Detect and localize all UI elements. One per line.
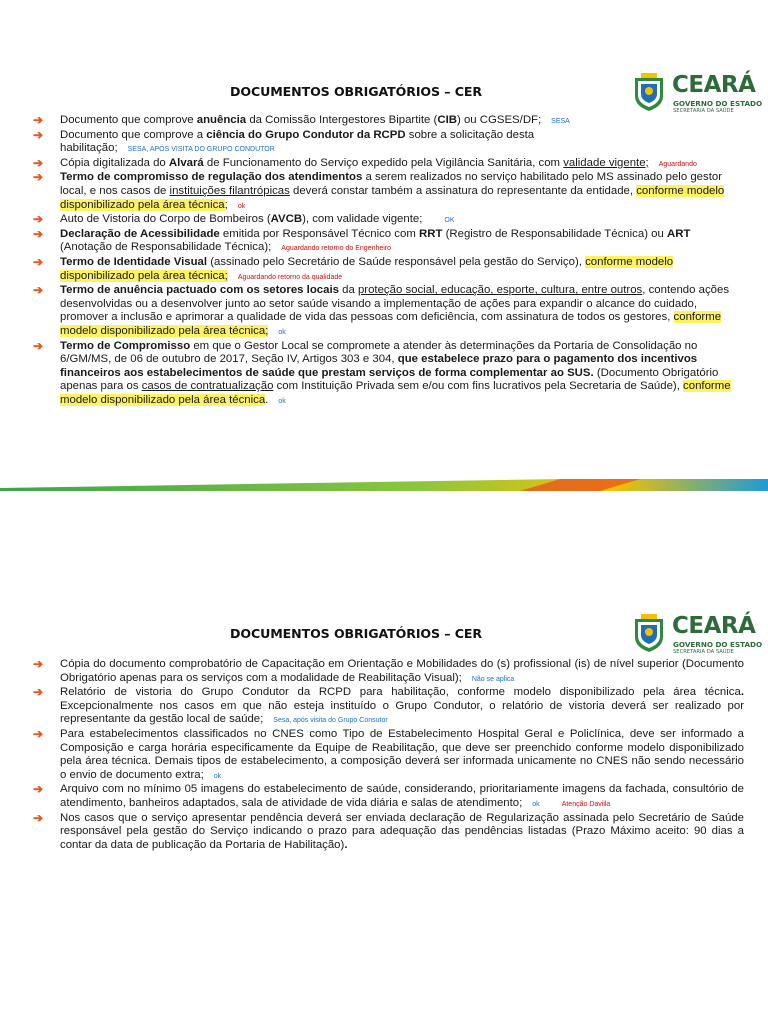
list-item: ➔ Cópia digitalizada do Alvará de Funcionamento do Serviço expedido pela Vigilância Sanitária, com validade vigente; Aguardando <box>33 155 697 170</box>
list-item: ➔ Nos casos que o serviço apresentar pendência deverá ser enviada declaração de Regularização assinada pelo Secretário de Saúde responsável pela gestão do Serviço indicando o prazo para adequação das pendências listadas (Prazo Máximo aceito: 90 dias a contar da data de publicação da Portaria de Habilitação). <box>33 810 744 851</box>
comment-note: ok <box>278 328 286 336</box>
brand-name: CEARÁ <box>672 72 756 98</box>
list-item: ➔ Relatório de vistoria do Grupo Condutor da RCPD para habilitação, conforme modelo disponibilizado pela área técnica. Excepcionalmente nos casos em que não esteja instituído o Grupo Condutor, o relatório de vistoria deverá ser realizado por representante da gestão local de saúde; Sesa, após visita do Grupo Consutor <box>33 685 744 726</box>
comment-note: SESA, APÓS VISITA DO GRUPO CONDUTOR <box>127 146 275 154</box>
brand-subtitle: GOVERNO DO ESTADO <box>673 99 763 108</box>
list-item: ➔ Termo de Compromisso em que o Gestor Local se compromete a atender às determinações da Portaria de Consolidação no 6/GM/MS, de 06 de outubro de 2017, Seção IV, Artigos 303 e 304, que estabelece prazo para o pagamento dos incentivos financeiros aos estabelecimentos de saúde que prestam serviços de forma complementar ao SUS. (Documento Obrigatório apenas para os casos de contratualização com Instituição Privada sem e/ou com fins lucrativos pela Secretaria de Saúde), conforme modelo disponibilizado pela área técnica. ok <box>33 338 731 406</box>
arrow-bullet-icon: ➔ <box>33 685 44 700</box>
slide-title: DOCUMENTOS OBRIGATÓRIOS – CER <box>229 84 482 99</box>
arrow-bullet-icon: ➔ <box>33 782 44 797</box>
arrow-bullet-icon: ➔ <box>33 338 44 353</box>
list-item: ➔ Para estabelecimentos classificados no CNES como Tipo de Estabelecimento Hospital Geral e Policlínica, deve ser informado a Composição e carga horária especificamente da Equipe de Reabilitação, que deve ser preenchido conforme modelo disponibilizado pela área técnica. Demais tipos de estabelecimento, a composição deverá ser informada unicamente no CNES não sendo necessário o envio de documento extra; ok <box>33 726 744 781</box>
requirements-list <box>0 114 768 408</box>
comment-note: ok <box>532 800 540 808</box>
list-item: ➔ Declaração de Acessibilidade emitida por Responsável Técnico com RRT (Registro de Responsabilidade Técnica) ou ART (Anotação de Responsabilidade Técnica); Aguardando retorno do Engenheiro <box>33 226 691 254</box>
list-item: ➔ Documento que comprove a ciência do Grupo Condutor da RCPD sobre a solicitação desta habilitação; SESA, APÓS VISITA DO GRUPO CONDUTOR <box>33 127 535 155</box>
list-item: ➔ Termo de Identidade Visual (assinado pelo Secretário de Saúde responsável pela gestão do Serviço), conforme modelo disponibilizado pela área técnica; Aguardando retorno da qualidade <box>33 254 674 282</box>
ceara-logo <box>632 72 763 116</box>
requirements-list <box>0 658 768 852</box>
list-item: ➔ Termo de compromisso de regulação dos atendimentos a serem realizados no serviço habilitado pelo MS assinado pelo gestor local, e nos casos de instituições filantrópicas deverá constar também a assinatura do representante da entidade, conforme modelo disponibilizado pela área técnica; ok <box>33 170 725 211</box>
arrow-bullet-icon: ➔ <box>33 810 44 825</box>
slide-2 <box>0 597 768 897</box>
slide-title: DOCUMENTOS OBRIGATÓRIOS – CER <box>229 626 482 641</box>
arrow-bullet-icon: ➔ <box>33 170 44 185</box>
slide-1 <box>0 55 768 491</box>
brand-department: SECRETARIA DA SAÚDE <box>673 108 734 114</box>
arrow-bullet-icon: ➔ <box>33 283 44 298</box>
list-item: ➔ Auto de Vistoria do Corpo de Bombeiros (AVCB), com validade vigente; OK <box>33 212 455 227</box>
list-item: ➔ Documento que comprove anuência da Comissão Intergestores Bipartite (CIB) ou CGSES/DF; SESA <box>33 113 570 127</box>
arrow-bullet-icon: ➔ <box>33 113 44 127</box>
arrow-bullet-icon: ➔ <box>33 254 44 269</box>
arrow-bullet-icon: ➔ <box>33 127 44 142</box>
comment-note: SESA <box>551 118 570 125</box>
comment-note: ok <box>237 202 246 210</box>
list-item: ➔ Arquivo com no mínimo 05 imagens do estabelecimento de saúde, considerando, prioritariamente imagens da fachada, consultório de atendimento, banheiros adaptados, sala de atividade de vida diária e salas de atendimento; ok Atenção Daviila <box>33 782 744 809</box>
comment-note: Aguardando retorno da qualidade <box>237 273 343 281</box>
arrow-bullet-icon: ➔ <box>33 155 44 170</box>
footer-stripe <box>0 479 768 491</box>
comment-note: OK <box>444 217 455 225</box>
arrow-bullet-icon: ➔ <box>33 657 44 671</box>
brand-name: CEARÁ <box>672 613 756 639</box>
comment-note: Aguardando retorno do Engenheiro <box>281 245 392 253</box>
list-item: ➔ Termo de anuência pactuado com os setores locais da proteção social, educação, esporte, cultura, entre outros, contendo ações desenvolvidas ou a desenvolver junto ao setor saúde visando a implementação de ações para expandir o alcance do cuidado, promover a inclusão e aprimorar a qualidade de vida das pessoas com deficiência, com assinatura de todos os gestores, conforme modelo disponibilizado pela área técnica; ok <box>33 283 730 337</box>
arrow-bullet-icon: ➔ <box>33 726 44 741</box>
comment-note: ok <box>213 772 222 780</box>
ceara-logo <box>632 613 763 657</box>
comment-note: Atenção Daviila <box>561 800 611 808</box>
coat-of-arms-icon <box>632 72 666 112</box>
comment-note: Sesa, após visita do Grupo Consutor <box>273 717 388 725</box>
comment-note: ok <box>278 397 286 405</box>
comment-note: Não se aplica <box>471 675 515 683</box>
brand-subtitle: GOVERNO DO ESTADO <box>673 640 763 649</box>
arrow-bullet-icon: ➔ <box>33 226 44 241</box>
comment-note: Aguardando <box>658 160 697 168</box>
coat-of-arms-icon <box>632 613 666 653</box>
brand-department: SECRETARIA DA SAÚDE <box>673 649 734 655</box>
arrow-bullet-icon: ➔ <box>33 212 44 227</box>
list-item: ➔ Cópia do documento comprobatório de Capacitação em Orientação e Mobilidades do (s) profissional (is) de nível superior (Documento Obrigatório apenas para os serviços com a modalidade de Reabilitação Visual); Não se aplica <box>33 657 744 684</box>
